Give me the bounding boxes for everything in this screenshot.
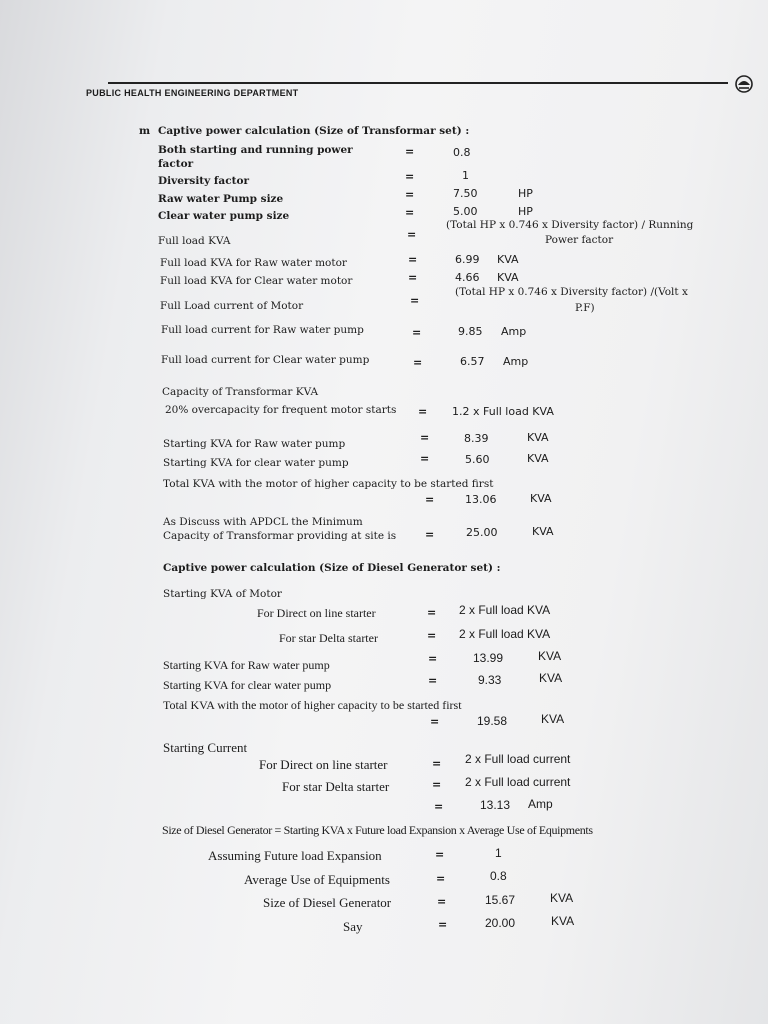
dol-starter-label: For Direct on line starter xyxy=(257,606,376,620)
eq-sign: = xyxy=(420,452,430,465)
dg-start-clear-unit: KVA xyxy=(539,671,563,685)
clear-pump-size-label: Clear water pump size xyxy=(158,210,290,222)
dg-start-clear-value: 9.33 xyxy=(478,673,502,687)
full-load-kva-formula: (Total HP x 0.746 x Diversity factor) / Running xyxy=(446,219,694,231)
full-load-kva-formula-cont: Power factor xyxy=(545,234,614,246)
start-kva-raw-unit: KVA xyxy=(527,431,549,444)
diversity-label: Diversity factor xyxy=(158,175,250,187)
fl-kva-clear-label: Full load KVA for Clear water motor xyxy=(160,275,353,287)
fl-kva-clear-unit: KVA xyxy=(497,271,519,284)
future-load-value: 1 xyxy=(495,846,502,860)
dg-size-value: 15.67 xyxy=(485,893,516,907)
sc-sd-value: 2 x Full load current xyxy=(465,775,571,789)
department-header: PUBLIC HEALTH ENGINEERING DEPARTMENT xyxy=(86,88,299,98)
say-label: Say xyxy=(343,919,363,934)
eq-sign: = xyxy=(410,294,420,307)
total-kva-label: Total KVA with the motor of higher capacity to be started first xyxy=(163,478,494,490)
apdcl-value: 25.00 xyxy=(466,526,498,539)
eq-sign: = xyxy=(432,778,442,791)
start-kva-clear-unit: KVA xyxy=(527,452,549,465)
eq-sign: = xyxy=(428,674,438,687)
total-kva-unit: KVA xyxy=(530,492,552,505)
raw-pump-size-unit: HP xyxy=(518,187,533,200)
sc-unit: Amp xyxy=(528,797,553,811)
raw-pump-size-label: Raw water Pump size xyxy=(158,193,284,205)
flc-clear-unit: Amp xyxy=(503,355,529,368)
eq-sign: = xyxy=(427,629,437,642)
eq-sign: = xyxy=(425,493,435,506)
total-kva-value: 13.06 xyxy=(465,493,497,506)
eq-sign: = xyxy=(437,895,447,908)
eq-sign: = xyxy=(432,757,442,770)
flc-clear-label: Full load current for Clear water pump xyxy=(161,354,370,366)
eq-sign: = xyxy=(405,188,415,201)
dg-total-kva-unit: KVA xyxy=(541,712,565,726)
sc-value: 13.13 xyxy=(480,798,511,812)
flc-raw-unit: Amp xyxy=(501,325,527,338)
dg-total-kva-label: Total KVA with the motor of higher capacity to be started first xyxy=(163,698,462,712)
fl-kva-raw-label: Full load KVA for Raw water motor xyxy=(160,257,347,269)
avg-use-value: 0.8 xyxy=(490,869,507,883)
eq-sign: = xyxy=(430,715,440,728)
start-kva-clear-value: 5.60 xyxy=(465,453,490,466)
eq-sign: = xyxy=(438,918,448,931)
sc-dol-value: 2 x Full load current xyxy=(465,752,571,766)
overcapacity-value: 1.2 x Full load KVA xyxy=(452,405,554,418)
dg-start-raw-label: Starting KVA for Raw water pump xyxy=(163,658,330,672)
diversity-value: 1 xyxy=(462,169,469,182)
dg-size-label: Size of Diesel Generator xyxy=(263,895,392,910)
sd-starter-value: 2 x Full load KVA xyxy=(459,627,551,641)
dg-start-clear-label: Starting KVA for clear water pump xyxy=(163,678,332,692)
say-unit: KVA xyxy=(551,914,575,928)
eq-sign: = xyxy=(405,206,415,219)
fl-kva-raw-unit: KVA xyxy=(497,253,519,266)
dg-size-unit: KVA xyxy=(550,891,574,905)
eq-sign: = xyxy=(412,326,422,339)
start-kva-raw-label: Starting KVA for Raw water pump xyxy=(163,438,346,450)
overcapacity-label: 20% overcapacity for frequent motor starts xyxy=(165,404,397,416)
start-kva-clear-label: Starting KVA for clear water pump xyxy=(163,457,349,469)
eq-sign: = xyxy=(434,800,444,813)
power-factor-label: Both starting and running power factor xyxy=(158,144,353,170)
full-load-kva-label: Full load KVA xyxy=(158,235,231,247)
eq-sign: = xyxy=(408,253,418,266)
eq-sign: = xyxy=(408,271,418,284)
eq-sign: = xyxy=(405,145,415,158)
raw-pump-size-value: 7.50 xyxy=(453,187,478,200)
eq-sign: = xyxy=(420,431,430,444)
flc-formula-cont: P.F) xyxy=(575,302,595,314)
flc-formula: (Total HP x 0.746 x Diversity factor) /(Volt x xyxy=(455,286,688,298)
eq-sign: = xyxy=(418,405,428,418)
fl-kva-raw-value: 6.99 xyxy=(455,253,480,266)
clear-pump-size-unit: HP xyxy=(518,205,533,218)
flc-clear-value: 6.57 xyxy=(460,355,485,368)
dg-start-raw-unit: KVA xyxy=(538,649,562,663)
flc-motor-label: Full Load current of Motor xyxy=(160,300,304,312)
emblem-icon xyxy=(734,74,754,96)
avg-use-label: Average Use of Equipments xyxy=(244,872,390,887)
sc-dol-label: For Direct on line starter xyxy=(259,757,388,772)
eq-sign: = xyxy=(427,606,437,619)
eq-sign: = xyxy=(428,652,438,665)
header-rule xyxy=(108,82,728,84)
apdcl-unit: KVA xyxy=(532,525,554,538)
dg-start-raw-value: 13.99 xyxy=(473,651,504,665)
sc-sd-label: For star Delta starter xyxy=(282,779,390,794)
eq-sign: = xyxy=(436,872,446,885)
flc-raw-value: 9.85 xyxy=(458,325,483,338)
generator-heading: Captive power calculation (Size of Diesel Generator set) : xyxy=(163,562,501,574)
section-marker: m xyxy=(139,125,151,137)
eq-sign: = xyxy=(425,528,435,541)
starting-kva-motor-label: Starting KVA of Motor xyxy=(163,588,282,600)
eq-sign: = xyxy=(413,356,423,369)
dol-starter-value: 2 x Full load KVA xyxy=(459,603,551,617)
capacity-label: Capacity of Transformar KVA xyxy=(162,386,319,398)
apdcl-label: As Discuss with APDCL the Minimum Capacity of Transformar providing at site is xyxy=(163,516,397,542)
sd-starter-label: For star Delta starter xyxy=(279,631,378,645)
starting-current-label: Starting Current xyxy=(163,740,248,755)
dg-total-kva-value: 19.58 xyxy=(477,714,508,728)
clear-pump-size-value: 5.00 xyxy=(453,205,478,218)
fl-kva-clear-value: 4.66 xyxy=(455,271,480,284)
dg-size-formula: Size of Diesel Generator = Starting KVA x Future load Expansion x Average Use of Equipments xyxy=(162,823,593,837)
eq-sign: = xyxy=(405,170,415,183)
start-kva-raw-value: 8.39 xyxy=(464,432,489,445)
eq-sign: = xyxy=(407,228,417,241)
future-load-label: Assuming Future load Expansion xyxy=(208,848,382,863)
say-value: 20.00 xyxy=(485,916,516,930)
flc-raw-label: Full load current for Raw water pump xyxy=(161,324,364,336)
eq-sign: = xyxy=(435,848,445,861)
transformer-heading: Captive power calculation (Size of Transformar set) : xyxy=(158,125,470,137)
power-factor-value: 0.8 xyxy=(453,146,471,159)
